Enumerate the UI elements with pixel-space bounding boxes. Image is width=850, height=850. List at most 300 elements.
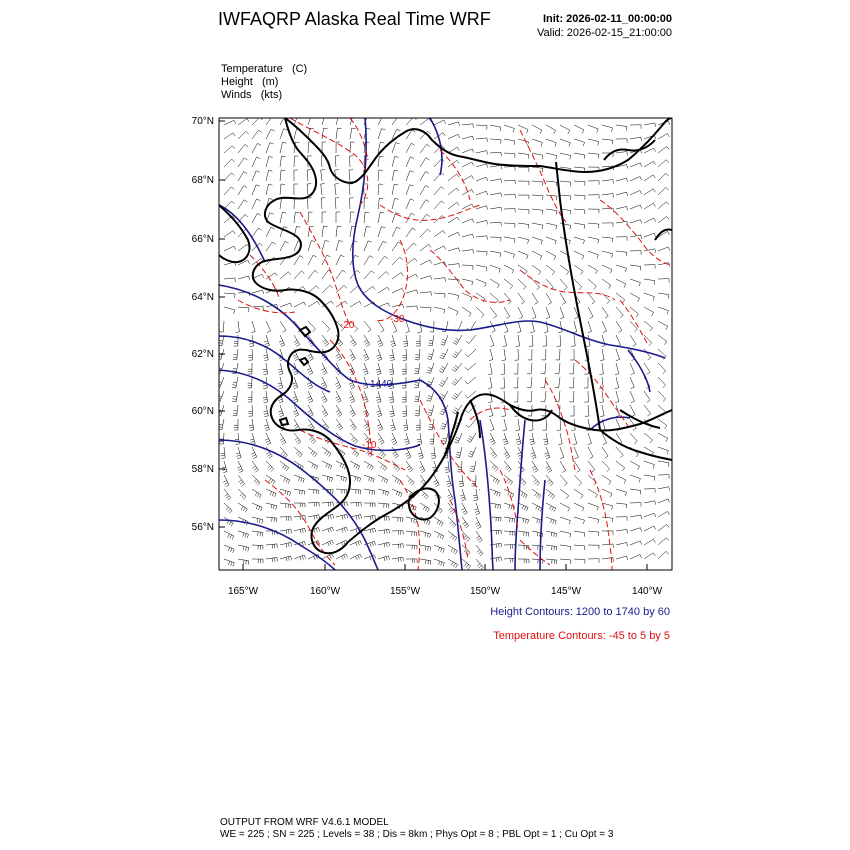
wind-barb — [378, 287, 389, 293]
wind-barb — [434, 231, 445, 238]
wind-barb — [518, 167, 529, 172]
wind-barb — [528, 349, 532, 360]
wind-barb — [238, 545, 249, 551]
wind-barb — [616, 349, 620, 361]
wind-barb — [420, 172, 429, 182]
wind-barb — [658, 321, 668, 330]
wind-barb — [504, 293, 511, 304]
wind-barb — [532, 265, 541, 275]
wind-barb — [430, 433, 434, 444]
wind-barb — [644, 433, 653, 443]
wind-barb — [322, 405, 328, 417]
wind-barb — [518, 531, 529, 537]
wind-barb — [602, 139, 613, 144]
wind-barb — [280, 170, 285, 181]
wind-barb — [292, 377, 297, 389]
wind-barb — [644, 293, 654, 300]
wind-barb — [321, 377, 327, 389]
wind-barb — [294, 271, 304, 279]
wind-barb — [546, 475, 553, 486]
wind-barb — [452, 363, 462, 372]
wind-barb — [252, 531, 263, 536]
wind-barb — [434, 531, 444, 539]
wind-barb — [644, 526, 656, 531]
wind-barb — [392, 517, 403, 522]
wind-barb — [630, 541, 642, 545]
wind-barb — [616, 237, 627, 241]
wind-barb — [294, 503, 305, 507]
wind-barb — [418, 321, 422, 333]
wind-barb — [363, 349, 369, 361]
wind-barb — [252, 199, 260, 209]
wind-barb — [588, 125, 598, 133]
wind-barb — [616, 321, 622, 333]
wind-barb — [588, 237, 599, 243]
wind-barb — [543, 433, 548, 445]
wind-barb — [426, 377, 434, 387]
lon-label: 165°W — [227, 586, 259, 597]
wind-barb — [223, 475, 229, 487]
wind-barb — [252, 213, 261, 223]
wind-barb — [378, 170, 383, 181]
wind-barb — [392, 475, 401, 484]
wind-barb — [415, 349, 420, 360]
wind-barb — [532, 545, 543, 550]
wind-barb — [294, 302, 306, 307]
wind-barb — [235, 433, 240, 444]
wind-barb — [504, 265, 514, 274]
wind-barb — [504, 209, 515, 213]
wind-barb — [308, 128, 314, 139]
wind-barb — [406, 475, 414, 485]
wind-barb — [546, 181, 557, 186]
wind-barb — [224, 146, 235, 153]
wind-barb — [630, 251, 641, 255]
field-winds: Winds (kts) — [221, 89, 283, 101]
wind-barb — [573, 433, 577, 445]
wind-barb — [266, 156, 273, 167]
wind-barb — [557, 419, 561, 430]
wind-barb — [558, 433, 562, 445]
lat-label: 58°N — [191, 464, 214, 475]
wind-barb — [644, 501, 656, 505]
wind-barb — [252, 559, 263, 563]
wind-barb — [503, 419, 507, 431]
wind-barb — [658, 377, 666, 388]
wind-barb — [474, 503, 479, 515]
wind-barb — [462, 204, 474, 209]
wind-barb — [392, 273, 403, 279]
wind-barb — [280, 142, 286, 153]
wind-barb — [248, 405, 252, 416]
wind-barb — [462, 265, 473, 270]
wind-barb — [599, 363, 603, 374]
wind-barb — [468, 447, 476, 457]
wind-barb — [336, 514, 348, 519]
wind-barb — [350, 128, 356, 139]
wind-barb — [322, 461, 332, 469]
wind-barb — [504, 279, 513, 289]
wind-barb — [470, 461, 476, 472]
wind-barb — [658, 524, 669, 531]
wind-barb — [602, 517, 613, 522]
wind-barb — [644, 513, 656, 517]
wind-barb — [378, 184, 383, 195]
temp-contour — [600, 200, 670, 265]
wind-barb — [516, 335, 520, 347]
wind-barb — [419, 461, 425, 473]
wind-barb — [456, 447, 462, 458]
wind-barb — [644, 363, 650, 374]
wind-barb — [546, 517, 556, 525]
wind-barb — [406, 157, 414, 167]
wind-barb — [616, 221, 628, 225]
model-footer-line2: WE = 225 ; SN = 225 ; Levels = 38 ; Dis = 8km ; Phys Opt = 8 ; PBL Opt = 1 ; Cu Opt = 3 — [220, 829, 614, 840]
wind-barb — [433, 475, 439, 487]
wind-barb — [266, 129, 275, 139]
wind-barb — [602, 293, 610, 304]
west-coast — [219, 205, 250, 262]
temp-contour — [430, 250, 510, 302]
wind-barb — [416, 335, 420, 346]
wind-barb — [588, 433, 592, 445]
wind-barb — [350, 405, 356, 417]
wind-barb — [279, 335, 285, 347]
wind-barb — [476, 151, 488, 155]
wind-barb — [336, 212, 340, 223]
wind-barb — [490, 475, 499, 484]
wind-barb — [418, 447, 423, 459]
wind-barb — [321, 391, 327, 403]
wind-barb — [601, 335, 605, 347]
wind-barb — [322, 335, 329, 346]
wind-barb — [461, 503, 467, 515]
wind-barb — [501, 377, 505, 388]
wind-barb — [490, 237, 501, 241]
wind-barb — [364, 461, 373, 470]
wind-barb — [445, 461, 450, 472]
wind-barb — [350, 156, 354, 167]
wind-barb — [252, 306, 263, 310]
wind-barb — [264, 335, 269, 347]
wind-barb — [571, 335, 575, 346]
wind-barb — [252, 185, 260, 195]
wind-barb — [462, 149, 474, 153]
wind-barb — [658, 173, 669, 181]
wind-barb — [403, 405, 407, 416]
wind-barb — [602, 237, 613, 242]
wind-barb — [377, 335, 383, 347]
wind-barb — [588, 531, 599, 536]
wind-barb — [263, 363, 268, 375]
height-contours-note: Height Contours: 1200 to 1740 by 60 — [490, 606, 670, 618]
wind-barb — [532, 475, 540, 486]
wind-barb — [504, 447, 510, 459]
wind-barb — [224, 559, 234, 567]
wind-barb — [364, 212, 369, 223]
wind-barb — [364, 128, 370, 139]
wind-barb — [252, 489, 261, 498]
wind-barb — [420, 489, 428, 499]
wind-barb — [518, 181, 529, 185]
wind-barb — [308, 502, 319, 506]
wind-barb — [349, 391, 355, 403]
wind-barb — [406, 461, 413, 472]
wind-barb — [364, 241, 372, 251]
wind-barb — [403, 419, 408, 431]
wind-barb — [560, 125, 570, 134]
wind-barb — [248, 391, 252, 402]
wind-barb — [446, 475, 451, 487]
model-footer-line1: OUTPUT FROM WRF V4.6.1 MODEL — [220, 817, 389, 828]
wind-barb — [518, 139, 529, 146]
wind-barb — [252, 517, 263, 524]
wind-barb — [602, 321, 607, 333]
wind-barb — [389, 391, 394, 403]
wind-barb — [644, 539, 656, 545]
wind-barb — [616, 529, 628, 533]
wind-barb — [541, 377, 546, 388]
lon-label: 145°W — [550, 586, 582, 597]
wind-barb — [441, 419, 449, 429]
wind-barb — [234, 419, 238, 430]
lon-label: 150°W — [469, 586, 501, 597]
wind-barb — [266, 475, 275, 485]
wind-barb — [588, 293, 595, 304]
wind-barb — [420, 244, 431, 251]
wind-barb — [504, 461, 511, 472]
wind-barb — [406, 171, 414, 181]
wind-barb — [630, 363, 635, 375]
wind-barb — [406, 321, 410, 333]
wind-barb — [434, 559, 444, 566]
wind-barb — [630, 391, 635, 403]
wind-barb — [602, 489, 612, 497]
wind-barb — [574, 461, 580, 472]
wind-barb — [490, 335, 494, 347]
wind-barb — [527, 363, 532, 374]
wind-barb — [378, 156, 383, 167]
wind-barb — [543, 335, 547, 346]
wind-barb — [630, 433, 637, 444]
wind-barb — [350, 554, 362, 560]
wind-barb — [570, 405, 574, 416]
wind-barb — [630, 279, 640, 286]
wind-barb — [574, 517, 585, 524]
wind-barb — [573, 321, 577, 333]
wind-barb — [658, 279, 669, 283]
wind-barb — [232, 377, 238, 388]
wind-barb — [616, 489, 627, 496]
wind-barb — [378, 433, 384, 444]
wind-barb — [630, 220, 642, 224]
wind-barb — [420, 214, 430, 223]
wind-barb — [516, 419, 520, 431]
lat-label: 70°N — [191, 116, 214, 127]
wind-barb — [406, 306, 417, 310]
wind-barb — [504, 558, 515, 562]
wind-barb — [336, 554, 348, 560]
wind-barb — [321, 198, 325, 209]
wind-barb — [630, 125, 641, 129]
wind-barb — [588, 545, 599, 549]
wind-barb — [532, 307, 536, 319]
wind-barb — [336, 475, 347, 482]
wind-barb — [516, 433, 521, 445]
wind-barb — [378, 303, 390, 307]
wind-barb — [588, 153, 599, 158]
wind-barb — [406, 185, 414, 195]
wind-barb — [434, 246, 446, 251]
wind-barb — [406, 143, 415, 153]
wind-barb — [402, 391, 406, 402]
wind-barb — [448, 264, 459, 268]
wind-barb — [588, 265, 598, 274]
wind-barb — [476, 236, 487, 240]
wind-barb — [420, 292, 431, 296]
wind-barb — [280, 303, 292, 307]
wind-barb — [219, 321, 224, 332]
wind-barb — [308, 515, 320, 520]
wind-barb — [294, 184, 298, 195]
wind-barb — [252, 290, 264, 294]
wind-barb — [658, 487, 670, 491]
wind-barb — [350, 461, 360, 470]
wind-barb — [490, 207, 502, 211]
wind-barb — [216, 391, 224, 401]
wind-barb — [588, 517, 599, 523]
wind-barb — [224, 503, 232, 513]
wind-barb — [658, 363, 666, 374]
wind-barb — [476, 177, 488, 181]
wind-barb — [644, 349, 651, 360]
wind-barb — [542, 349, 547, 360]
wind-barb — [251, 447, 257, 459]
wind-barb — [252, 545, 263, 550]
wind-barb — [546, 293, 552, 305]
wind-barb — [503, 335, 507, 347]
temp-contour — [520, 130, 566, 222]
wind-barb — [294, 156, 298, 167]
wind-barb — [236, 447, 241, 459]
wind-barb — [630, 515, 642, 519]
wind-barb — [488, 377, 492, 389]
wind-barb — [556, 349, 560, 360]
wind-barb — [560, 223, 571, 229]
wind-barb — [336, 285, 347, 293]
wind-barb — [558, 321, 562, 333]
wind-barb — [462, 250, 473, 254]
wind-barb — [224, 231, 235, 237]
wind-barb — [644, 307, 654, 316]
wind-barb — [490, 461, 498, 471]
wind-barb — [630, 321, 637, 332]
wind-barb — [308, 461, 318, 470]
wind-barb — [294, 170, 298, 181]
wind-barb — [376, 391, 381, 403]
wind-barb — [644, 279, 655, 285]
temp-contour — [300, 212, 350, 325]
wind-barb — [420, 260, 432, 265]
wind-barb — [434, 187, 444, 195]
wind-barb — [278, 405, 283, 417]
wind-barb — [658, 538, 669, 545]
wind-barb — [555, 377, 560, 388]
wind-barb — [280, 272, 291, 279]
wind-barb — [390, 405, 395, 417]
wind-barb — [574, 125, 584, 133]
wind-barb — [280, 129, 288, 139]
wind-barb — [224, 278, 235, 282]
wind-barb — [588, 195, 599, 199]
wind-barb — [294, 256, 303, 265]
wind-barb — [476, 265, 487, 271]
wind-barb — [336, 128, 341, 139]
wind-barb — [252, 157, 260, 167]
wind-barb — [248, 377, 252, 388]
wind-barb — [630, 205, 642, 209]
wind-barb — [252, 461, 259, 472]
wind-barb — [658, 247, 670, 251]
wind-barb — [560, 531, 571, 537]
wind-barb — [588, 209, 599, 213]
wind-barb — [378, 475, 388, 483]
wind-barb — [308, 270, 318, 279]
wind-barb — [322, 285, 333, 293]
map-title: IWFAQRP Alaska Real Time WRF — [218, 9, 491, 29]
lat-label: 66°N — [191, 234, 214, 245]
wind-barb — [518, 209, 529, 214]
wind-barb — [616, 556, 628, 560]
wind-barb — [440, 349, 448, 359]
lat-label: 60°N — [191, 406, 214, 417]
wind-barb — [350, 541, 362, 547]
wind-barb — [265, 433, 271, 445]
wind-barb — [224, 133, 235, 139]
wind-barb — [546, 125, 556, 134]
wind-barb — [460, 489, 465, 501]
wind-barb — [406, 517, 417, 523]
wind-barb — [308, 301, 320, 307]
wind-barb — [252, 475, 260, 485]
wind-barb — [532, 209, 543, 214]
wind-barb — [517, 321, 521, 333]
field-height: Height (m) — [221, 76, 279, 88]
wind-barb — [560, 559, 571, 564]
wind-barb — [532, 181, 543, 186]
wind-barb — [322, 540, 334, 546]
wind-barb — [602, 125, 613, 132]
wind-barb — [518, 517, 529, 524]
wind-barb — [266, 321, 271, 333]
contour-label-temp-c: -10 — [362, 440, 377, 451]
wind-barb — [434, 293, 445, 298]
wind-barb — [420, 503, 429, 512]
longitude-axis — [228, 564, 663, 597]
wind-barb — [280, 475, 290, 484]
wind-barb — [574, 265, 583, 275]
wind-barb — [616, 503, 627, 508]
wind-barb — [427, 391, 434, 401]
wind-barb — [644, 391, 650, 402]
wind-barb — [448, 545, 457, 554]
wind-barb — [248, 363, 252, 374]
wind-barb — [616, 178, 628, 182]
wind-barb — [476, 191, 488, 195]
wind-barb — [488, 363, 492, 375]
wind-barb — [473, 489, 478, 501]
wind-barb — [294, 335, 300, 347]
